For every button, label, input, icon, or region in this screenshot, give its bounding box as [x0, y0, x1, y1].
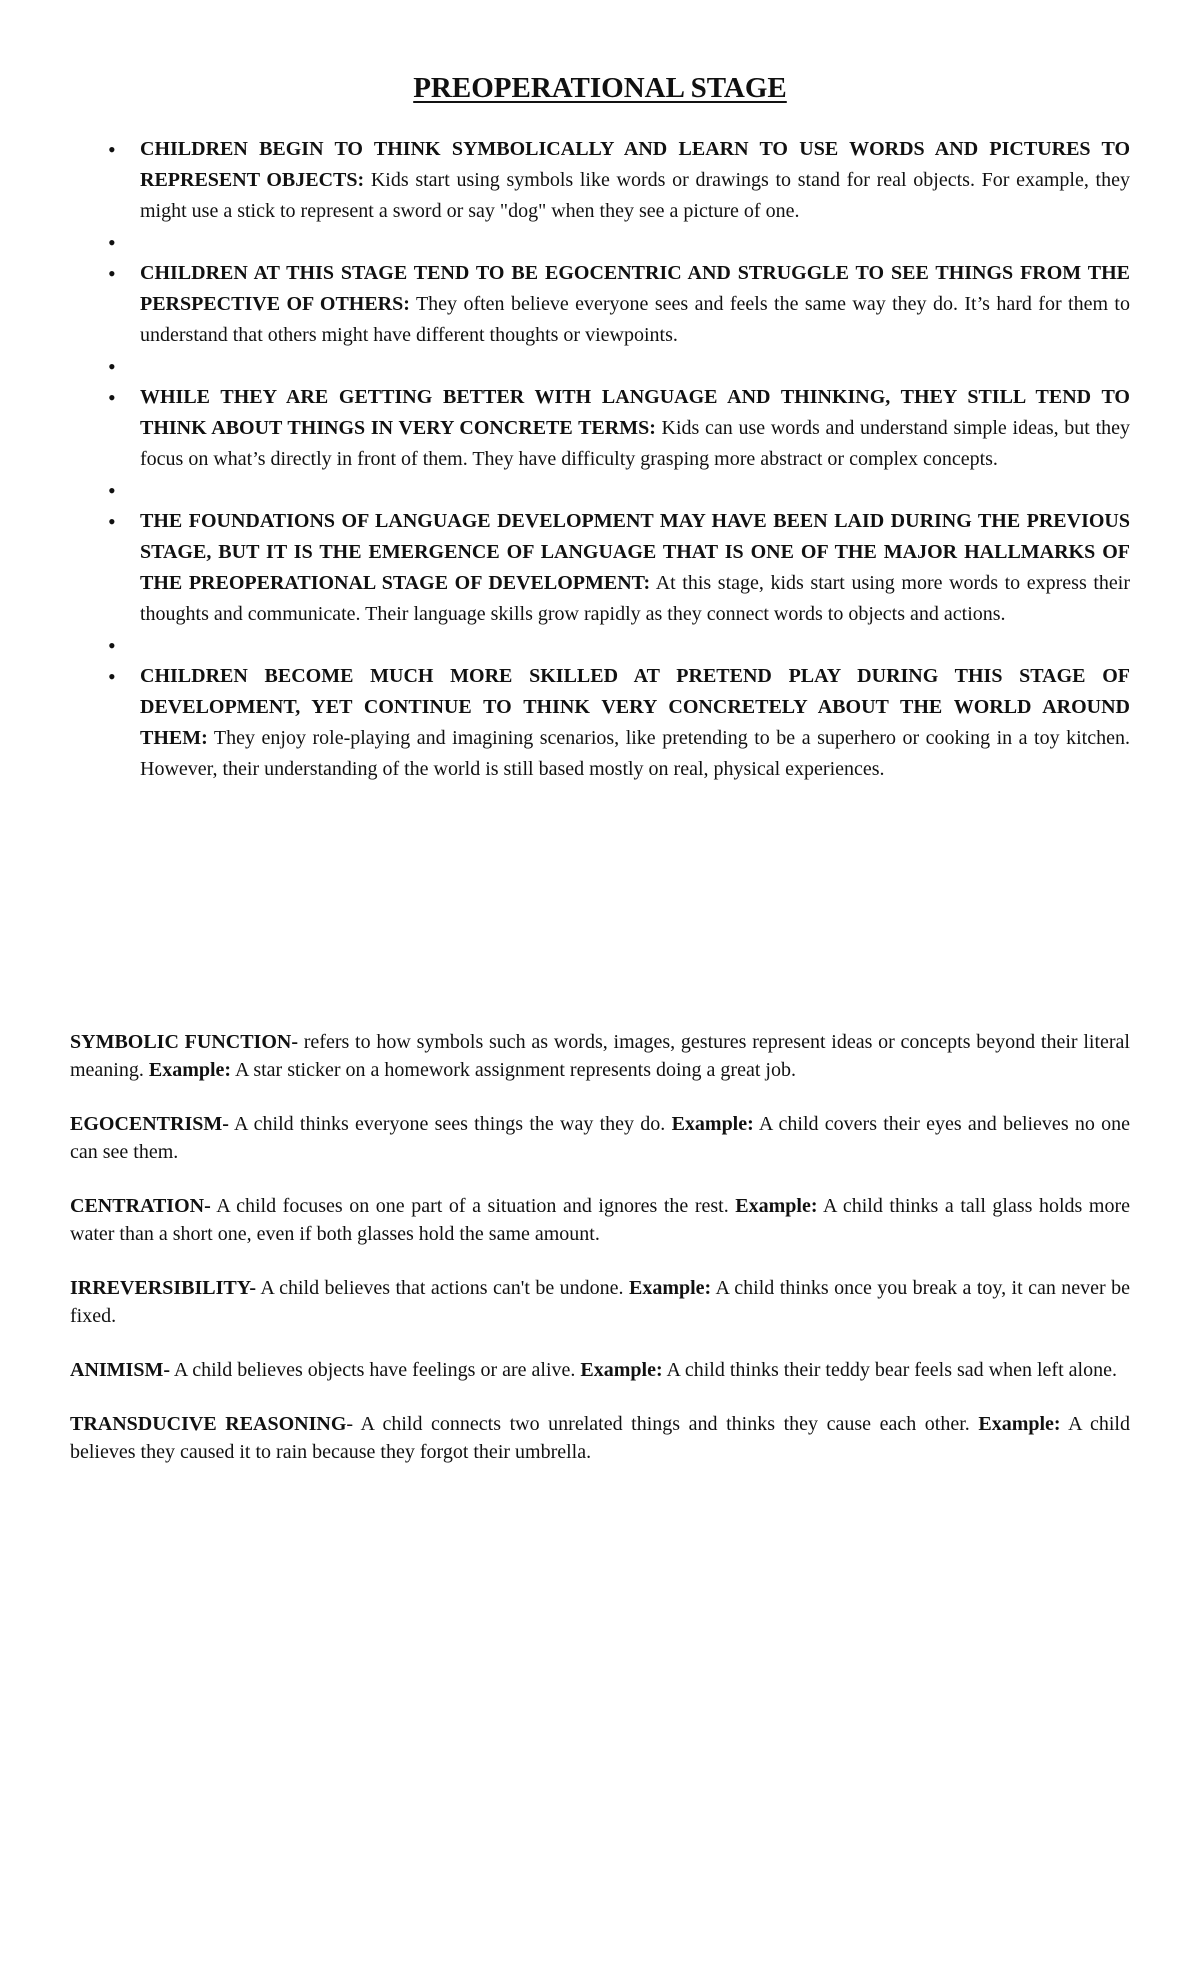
- bullet-heading: CHILDREN AT THIS STAGE TEND TO BE EGOCENTRIC AND STRUGGLE TO SEE THINGS FROM THE PERSPECTIVE OF OTHERS:: [140, 262, 1130, 315]
- term-example: A star sticker on a homework assignment represents doing a great job.: [231, 1059, 796, 1081]
- glossary-section: [70, 1028, 1130, 1492]
- term-name: EGOCENTRISM-: [70, 1113, 229, 1135]
- term-definition: refers to how symbols such as words, images, gestures represent ideas or concepts beyond their literal meaning.: [70, 1031, 1130, 1081]
- term-definition: A child thinks everyone sees things the way they do.: [228, 1113, 672, 1135]
- bullet-heading: CHILDREN BECOME MUCH MORE SKILLED AT PRETEND PLAY DURING THIS STAGE OF DEVELOPMENT, YET CONTINUE TO THINK VERY CONCRETELY ABOUT THE WORLD AROUND THEM:: [140, 665, 1130, 749]
- example-label: Example:: [671, 1113, 754, 1135]
- glossary-entry-symbolic-function: [70, 1028, 1130, 1084]
- glossary-entry-irreversibility: [70, 1274, 1130, 1330]
- bullet-item: [140, 258, 1130, 351]
- example-label: Example:: [580, 1359, 663, 1381]
- bullet-text: At this stage, kids start using more words to express their thoughts and communicate. Their language skills grow rapidly as they connect words to objects and actions.: [140, 572, 1131, 625]
- bullet-list: [140, 134, 1130, 785]
- bullet-item: [140, 661, 1130, 785]
- empty-bullet-item: [140, 227, 1130, 258]
- term-name: SYMBOLIC FUNCTION-: [70, 1031, 298, 1053]
- term-definition: A child believes objects have feelings or are alive.: [170, 1359, 581, 1381]
- page-title: PREOPERATIONAL STAGE: [413, 72, 787, 104]
- glossary-entry-egocentrism: [70, 1110, 1130, 1166]
- bullet-heading: WHILE THEY ARE GETTING BETTER WITH LANGUAGE AND THINKING, THEY STILL TEND TO THINK ABOUT THINGS IN VERY CONCRETE TERMS:: [140, 386, 1130, 439]
- term-example: A child believes they caused it to rain because they forgot their umbrella.: [70, 1413, 1130, 1463]
- example-label: Example:: [735, 1195, 818, 1217]
- glossary-entry-transducive-reasoning: [70, 1410, 1130, 1466]
- bullet-item: [140, 382, 1130, 475]
- term-definition: A child focuses on one part of a situation and ignores the rest.: [210, 1195, 736, 1217]
- bullet-text: Kids start using symbols like words or drawings to stand for real objects. For example, they might use a stick to represent a sword or say "dog" when they see a picture of one.: [140, 169, 1130, 222]
- glossary-entry-animism: [70, 1356, 1130, 1384]
- bullet-item: [140, 506, 1130, 630]
- example-label: Example:: [628, 1277, 712, 1299]
- bullet-heading: CHILDREN BEGIN TO THINK SYMBOLICALLY AND LEARN TO USE WORDS AND PICTURES TO REPRESENT OBJECTS:: [140, 138, 1130, 191]
- term-example: A child thinks once you break a toy, it can never be fixed.: [70, 1277, 1131, 1327]
- bullet-text: They often believe everyone sees and feels the same way they do. It’s hard for them to understand that others might have different thoughts or viewpoints.: [140, 293, 1130, 346]
- glossary-entry-centration: [70, 1192, 1130, 1248]
- bullet-text: They enjoy role-playing and imagining scenarios, like pretending to be a superhero or cooking in a toy kitchen. However, their understanding of the world is still based mostly on real, physical experiences.: [140, 727, 1130, 780]
- empty-bullet-item: [140, 630, 1130, 661]
- term-definition: A child believes that actions can't be undone.: [256, 1277, 629, 1299]
- empty-bullet-item: [140, 475, 1130, 506]
- term-name: ANIMISM-: [70, 1359, 170, 1381]
- term-example: A child thinks their teddy bear feels sad when left alone.: [662, 1359, 1117, 1381]
- term-name: TRANSDUCIVE REASONING: [70, 1413, 347, 1435]
- example-label: Example:: [148, 1059, 232, 1081]
- term-name: CENTRATION-: [70, 1195, 211, 1217]
- empty-bullet-item: [140, 351, 1130, 382]
- bullet-item: [140, 134, 1130, 227]
- example-label: Example:: [978, 1413, 1061, 1435]
- term-example: A child covers their eyes and believes no one can see them.: [70, 1113, 1130, 1163]
- term-name: IRREVERSIBILITY-: [70, 1277, 256, 1299]
- bullet-text: Kids can use words and understand simple ideas, but they focus on what’s directly in front of them. They have difficulty grasping more abstract or complex concepts.: [140, 417, 1130, 470]
- term-example: A child thinks a tall glass holds more water than a short one, even if both glasses hold the same amount.: [70, 1195, 1130, 1245]
- bullet-heading: THE FOUNDATIONS OF LANGUAGE DEVELOPMENT MAY HAVE BEEN LAID DURING THE PREVIOUS STAGE, BUT IT IS THE EMERGENCE OF LANGUAGE THAT IS ONE OF THE MAJOR HALLMARKS OF THE PREOPERATIONAL STAGE OF DEVELOPMENT:: [140, 510, 1130, 594]
- term-definition: - A child connects two unrelated things and thinks they cause each other.: [346, 1413, 979, 1435]
